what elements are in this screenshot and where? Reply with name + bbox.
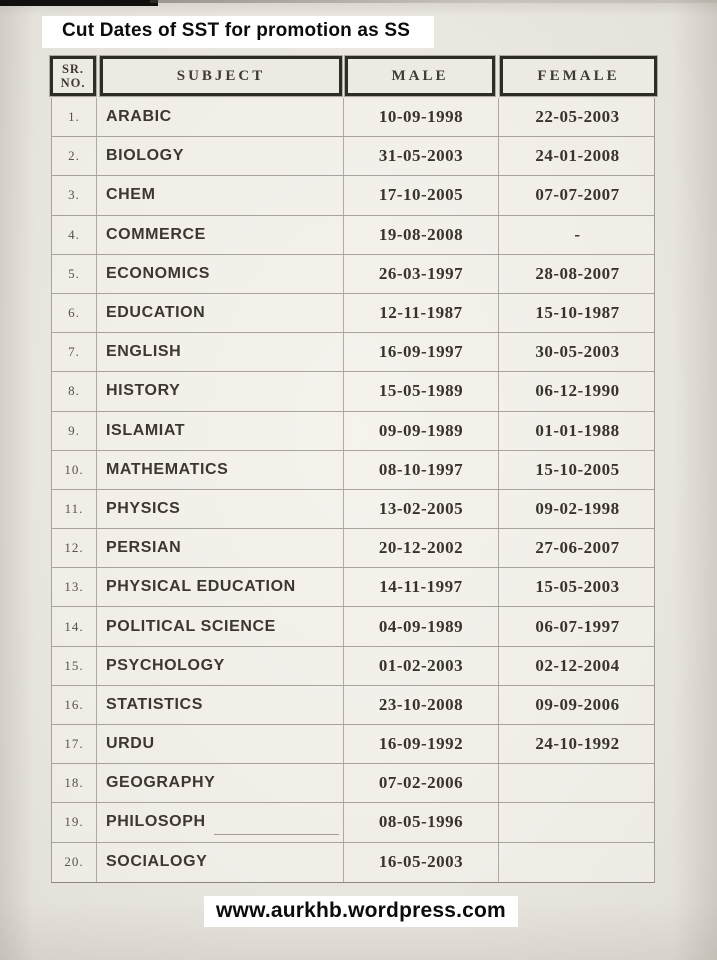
male-date-cell: 14-11-1997 <box>344 568 499 606</box>
row-number: 19. <box>52 803 97 841</box>
male-date-cell: 10-09-1998 <box>344 98 499 136</box>
table-row <box>52 607 654 646</box>
table-row <box>52 529 654 568</box>
male-date-cell: 15-05-1989 <box>344 372 499 410</box>
male-date-cell: 17-10-2005 <box>344 176 499 214</box>
female-date-cell <box>499 843 656 882</box>
male-date-cell: 16-09-1997 <box>344 333 499 371</box>
subject-cell: ARABIC <box>97 98 344 136</box>
subject-cell: PHYSICS <box>97 490 344 528</box>
footer-url: www.aurkhb.wordpress.com <box>204 896 518 927</box>
table-row <box>52 412 654 451</box>
row-number: 1. <box>52 98 97 136</box>
male-date-cell: 07-02-2006 <box>344 764 499 802</box>
row-number: 12. <box>52 529 97 567</box>
table-row <box>52 686 654 725</box>
male-date-cell: 01-02-2003 <box>344 647 499 685</box>
row-number: 15. <box>52 647 97 685</box>
table-row <box>52 764 654 803</box>
female-date-cell <box>499 764 656 802</box>
female-date-cell: 01-01-1988 <box>535 420 620 440</box>
subject-cell: MATHEMATICS <box>97 451 344 489</box>
female-date-cell <box>499 803 656 841</box>
row-number: 10. <box>52 451 97 489</box>
female-date-cell: 30-05-2003 <box>535 342 620 362</box>
female-date-cell: 22-05-2003 <box>535 107 620 127</box>
table-row <box>52 294 654 333</box>
male-date-cell: 20-12-2002 <box>344 529 499 567</box>
table-row <box>52 216 654 255</box>
row-number: 4. <box>52 216 97 254</box>
row-number: 5. <box>52 255 97 293</box>
table-header-row <box>50 55 657 98</box>
male-date-cell: 19-08-2008 <box>344 216 499 254</box>
female-date-cell: 06-07-1997 <box>535 616 620 636</box>
subject-cell: PHILOSOPH <box>97 803 344 841</box>
row-number: 2. <box>52 137 97 175</box>
table-row <box>52 333 654 372</box>
table-row <box>52 98 654 137</box>
male-date-cell: 16-05-2003 <box>344 843 499 882</box>
table-row <box>52 647 654 686</box>
header-male: MALE <box>345 56 495 96</box>
table-row <box>52 255 654 294</box>
male-date-cell: 09-09-1989 <box>344 412 499 450</box>
female-date-cell: 15-10-2005 <box>535 459 620 479</box>
table-row <box>52 490 654 529</box>
table-row <box>52 137 654 176</box>
table-row <box>52 803 654 842</box>
subject-cell: COMMERCE <box>97 216 344 254</box>
subject-cell: HISTORY <box>97 372 344 410</box>
subject-cell: PSYCHOLOGY <box>97 647 344 685</box>
cut-dates-table <box>50 55 657 872</box>
table-row <box>52 451 654 490</box>
female-date-cell: 27-06-2007 <box>535 538 620 558</box>
row-number: 18. <box>52 764 97 802</box>
subject-cell: EDUCATION <box>97 294 344 332</box>
subject-cell: CHEM <box>97 176 344 214</box>
table-row <box>52 176 654 215</box>
subject-cell: URDU <box>97 725 344 763</box>
male-date-cell: 13-02-2005 <box>344 490 499 528</box>
subject-cell: BIOLOGY <box>97 137 344 175</box>
subject-cell: ISLAMIAT <box>97 412 344 450</box>
row-number: 13. <box>52 568 97 606</box>
subject-cell: STATISTICS <box>97 686 344 724</box>
female-date-cell: 02-12-2004 <box>535 655 620 675</box>
male-date-cell: 04-09-1989 <box>344 607 499 645</box>
female-date-cell: 06-12-1990 <box>535 381 620 401</box>
subject-cell: GEOGRAPHY <box>97 764 344 802</box>
subject-cell: ENGLISH <box>97 333 344 371</box>
subject-cell: SOCIALOGY <box>97 843 344 882</box>
header-sr-no <box>50 56 96 96</box>
row-number: 11. <box>52 490 97 528</box>
male-date-cell: 08-10-1997 <box>344 451 499 489</box>
table-row <box>52 372 654 411</box>
male-date-cell: 16-09-1992 <box>344 725 499 763</box>
female-date-cell: 24-01-2008 <box>535 146 620 166</box>
table-row <box>52 725 654 764</box>
female-date-cell: 07-07-2007 <box>535 185 620 205</box>
male-date-cell: 12-11-1987 <box>344 294 499 332</box>
row-number: 3. <box>52 176 97 214</box>
subject-cell: PHYSICAL EDUCATION <box>97 568 344 606</box>
female-date-cell: 15-05-2003 <box>535 577 620 597</box>
row-number: 9. <box>52 412 97 450</box>
male-date-cell: 31-05-2003 <box>344 137 499 175</box>
row-number: 8. <box>52 372 97 410</box>
row-number: 6. <box>52 294 97 332</box>
header-sr-line2: NO. <box>60 76 86 90</box>
header-subject: SUBJECT <box>100 56 342 96</box>
male-date-cell: 08-05-1996 <box>344 803 499 841</box>
female-date-cell: 28-08-2007 <box>535 263 620 283</box>
header-female: FEMALE <box>500 56 657 96</box>
table-row <box>52 843 654 882</box>
subject-cell: ECONOMICS <box>97 255 344 293</box>
row-number: 7. <box>52 333 97 371</box>
subject-cell: PERSIAN <box>97 529 344 567</box>
scan-artifact-bar <box>0 0 158 6</box>
female-date-cell: 09-09-2006 <box>535 694 620 714</box>
row-number: 17. <box>52 725 97 763</box>
row-number: 14. <box>52 607 97 645</box>
male-date-cell: 26-03-1997 <box>344 255 499 293</box>
table-row <box>52 568 654 607</box>
page-title: Cut Dates of SST for promotion as SS <box>42 16 434 48</box>
female-date-cell: 09-02-1998 <box>535 498 620 518</box>
header-sr-line1: SR. <box>61 61 85 76</box>
female-date-cell: 15-10-1987 <box>535 303 620 323</box>
female-date-cell: - <box>574 224 581 244</box>
female-date-cell: 24-10-1992 <box>535 734 620 754</box>
male-date-cell: 23-10-2008 <box>344 686 499 724</box>
subject-cell: POLITICAL SCIENCE <box>97 607 344 645</box>
table-body <box>51 98 655 883</box>
scan-artifact-line <box>150 0 717 3</box>
row-number: 20. <box>52 843 97 882</box>
row-number: 16. <box>52 686 97 724</box>
